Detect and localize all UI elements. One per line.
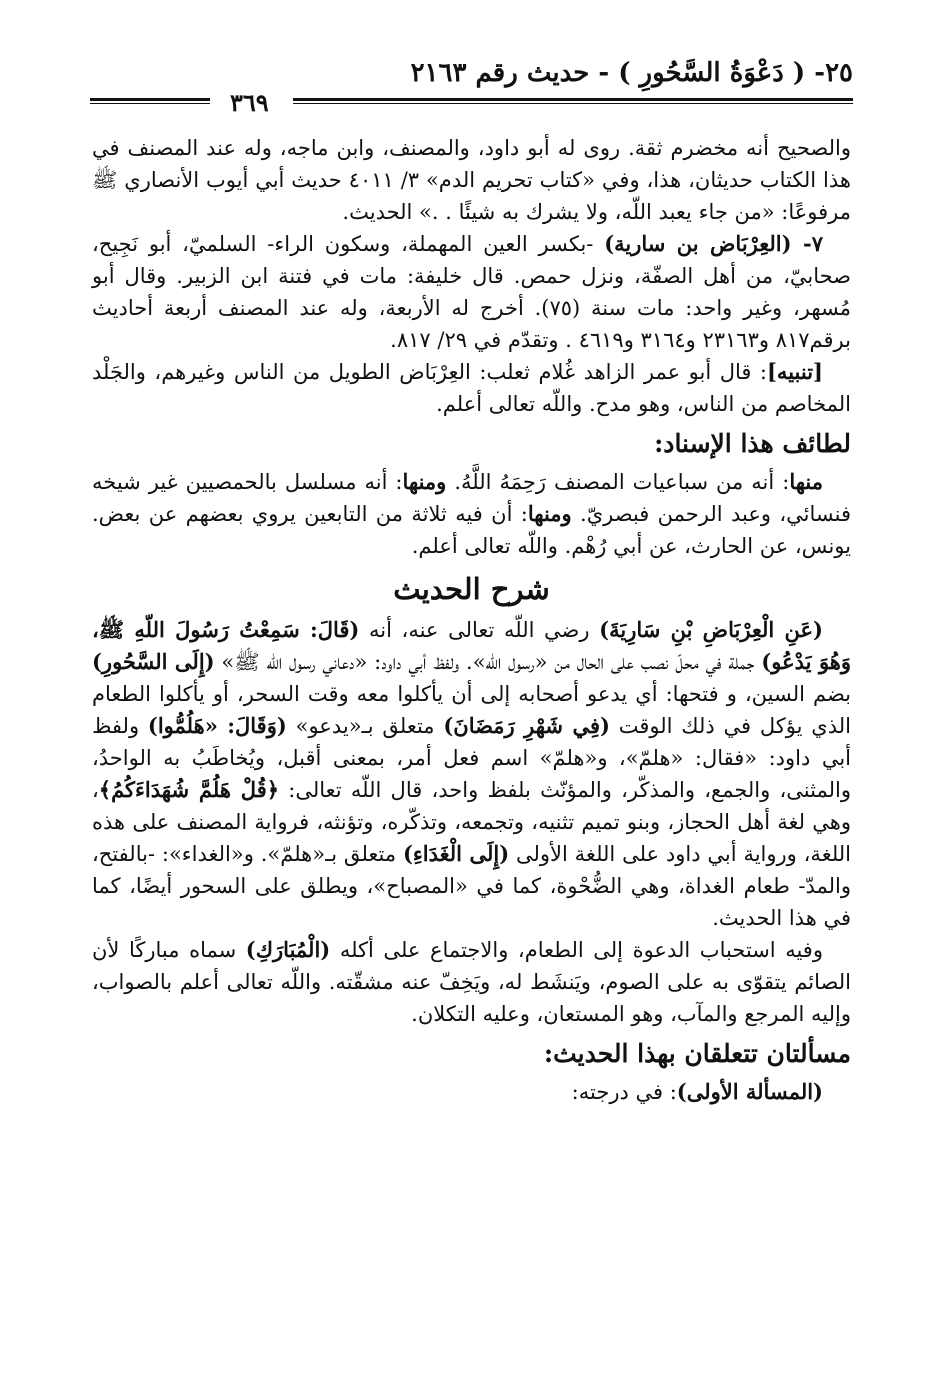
issue-label: (المسألة الأولى) [676,1079,823,1104]
paragraph-benefits [92,934,851,1030]
isnad-text-3: : أن فيه ثلاثة من التابعين يروي بعضهم عن بعض. يونس، عن الحارث، عن أبي رُهْم. واللّه تعالى أعلم. [92,502,851,558]
paragraph-first-issue [92,1076,851,1108]
section-heading-sharh: شرح الحديث [393,572,550,606]
section-heading-masail: مسألتان تتعلقان بهذا الحديث: [543,1039,851,1068]
header-rule-right [293,98,853,104]
issue-text: : في درجته: [571,1080,677,1104]
quote-ghada: (إِلَى الْغَدَاءِ) [402,841,510,866]
sharh-text-e: بضم السين، و فتحها: أي يدعو أصحابه إلى أن يأكلوا معه وقت السحر، أو يأكلوا الطعام الذي يؤكل في ذلك الوقت [92,682,851,738]
quran-verse: ﴿قُلْ هَلُمَّ شُهَدَاءَكُمُ﴾ [98,777,280,802]
sharh-text-k: ، وهي لغة أهل الحجاز، وبنو تميم تثنيه، وتجمعه، وتذكّره، وتؤنثه، فرواية المصنف على هذه اللغة، ورواية أبي داود على اللغة الأولى [92,778,852,866]
keyword-wa-minha-2: ومنها [527,501,572,526]
paragraph-narrator-7 [92,228,851,356]
quote-halummu: (وَقَالَ: «هَلُمُّوا) [147,713,287,738]
quote-sahur: (إِلَى السَّحُورِ) [92,649,215,674]
isnad-text-2: : أنه مسلسل بالحمصيين غير شيخه فنسائي، وعبد الرحمن فبصريّ. [92,470,851,526]
narrator-bio: -بكسر العين المهملة، وسكون الراء- السلميّ، أبو نَجِيح، صحابيّ، من أهل الصفّة، ونزل حمص. قال خليفة: مات في فتنة ابن الزبير. وقال أبو مُسهر، وغير واحد: مات سنة (٧٥). أخرج له الأربعة، وله عند المصنف أربعة أحاديث برقم٨١٧ و٢٣١٦٣ و٣١٦٤ و٤٦١٩ . وتقدّم في ٢٩/ ٨١٧. [92,232,852,352]
paragraph-isnad [92,466,851,562]
narrator-name: ٧- (العِرْبَاض بن سارية) [604,231,823,256]
keyword-wa-minha: ومنها [402,469,447,494]
sharh-text-c: جملة في محلّ نصب على الحال من «رسول اللّه». ولفظ أبي داود: «دعاني رسول اللّه ﷺ» [214,650,762,674]
paragraph-note [92,356,851,420]
sharh-text-a: رضي اللّه تعالى عنه، أنه [359,618,600,642]
running-title: ٢٥- ( دَعْوَةُ السَّحُورِ ) - حديث رقم ٢١٦٣ [410,58,853,88]
note-label: [تنبيه] [767,359,823,384]
keyword-minha: منها [789,469,823,494]
page-number: ٣٦٩ [230,88,269,117]
quote-ramadan: (فِي شَهْرِ رَمَضَانَ) [443,713,610,738]
header-rule-left [90,98,210,104]
quote-narrator: (عَنِ الْعِرْبَاضِ بْنِ سَارِيَةَ) [599,617,823,642]
section-heading-isnad: لطائف هذا الإسناد: [654,429,851,458]
benefit-text-c: سماه مباركًا لأن الصائم يتقوّى به على الصوم، ويَنشَط له، ويَخِفّ عنه مشقّته. واللّه تعالى أعلم بالصواب، وإليه المرجع والمآب، وهو المستعان، وعليه التكلان. [92,938,851,1026]
paragraph-narrator-6: والصحيح أنه مخضرم ثقة. روى له أبو داود، والمصنف، وابن ماجه، وله عند المصنف في هذا الكتاب حديثان، هذا، وفي «كتاب تحريم الدم» ٣/ ٤٠١١ حديث أبي أيوب الأنصاري ﷺ مرفوعًا: «من جاء يعبد اللّه، ولا يشرك به شيئًا . .» الحديث. [92,136,851,224]
benefit-text-a: وفيه استحباب الدعوة إلى الطعام، والاجتماع على أكله [330,938,823,962]
sharh-text-i: ولفظ أبي داود: «فقال: «هلمّ»، و«هلمّ» اسم فعل أمر، بمعنى أقبل، ويُخاطَبُ به الواحدُ، والمثنى، والجمع، والمذكّر، والمؤنّث بلفظ واحد، قال اللّه تعالى: [92,714,851,802]
paragraph-sharh [92,614,851,934]
page-body [92,132,851,1108]
header-rule [90,88,853,117]
note-text: : قال أبو عمر الزاهد غُلام ثعلب: العِرْبَاض الطويل من الناس وغيرهم، والجَلْد المخاصم من الناس، وهو مدح. واللّه تعالى أعلم. [92,360,851,416]
sharh-text-m: متعلق بـ«هلمّ». و«الغداء»: -بالفتح، والمدّ- طعام الغداة، وهي الضُّحْوة، كما في «المصباح»، ويطلق على السحور أيضًا، كما في هذا الحديث. [92,842,851,930]
sharh-text-g: متعلق بـ«يدعو» [286,714,444,738]
page-header [90,58,853,118]
quote-qala: (قَالَ: سَمِعْتُ رَسُولَ اللّهِ ﷺ، وَهُوَ يَدْعُو) [92,617,852,674]
quote-mubarak: (الْمُبَارَكِ) [245,937,331,962]
isnad-text-1: : أنه من سباعيات المصنف رَحِمَهُ اللَّهُ. [446,470,790,494]
